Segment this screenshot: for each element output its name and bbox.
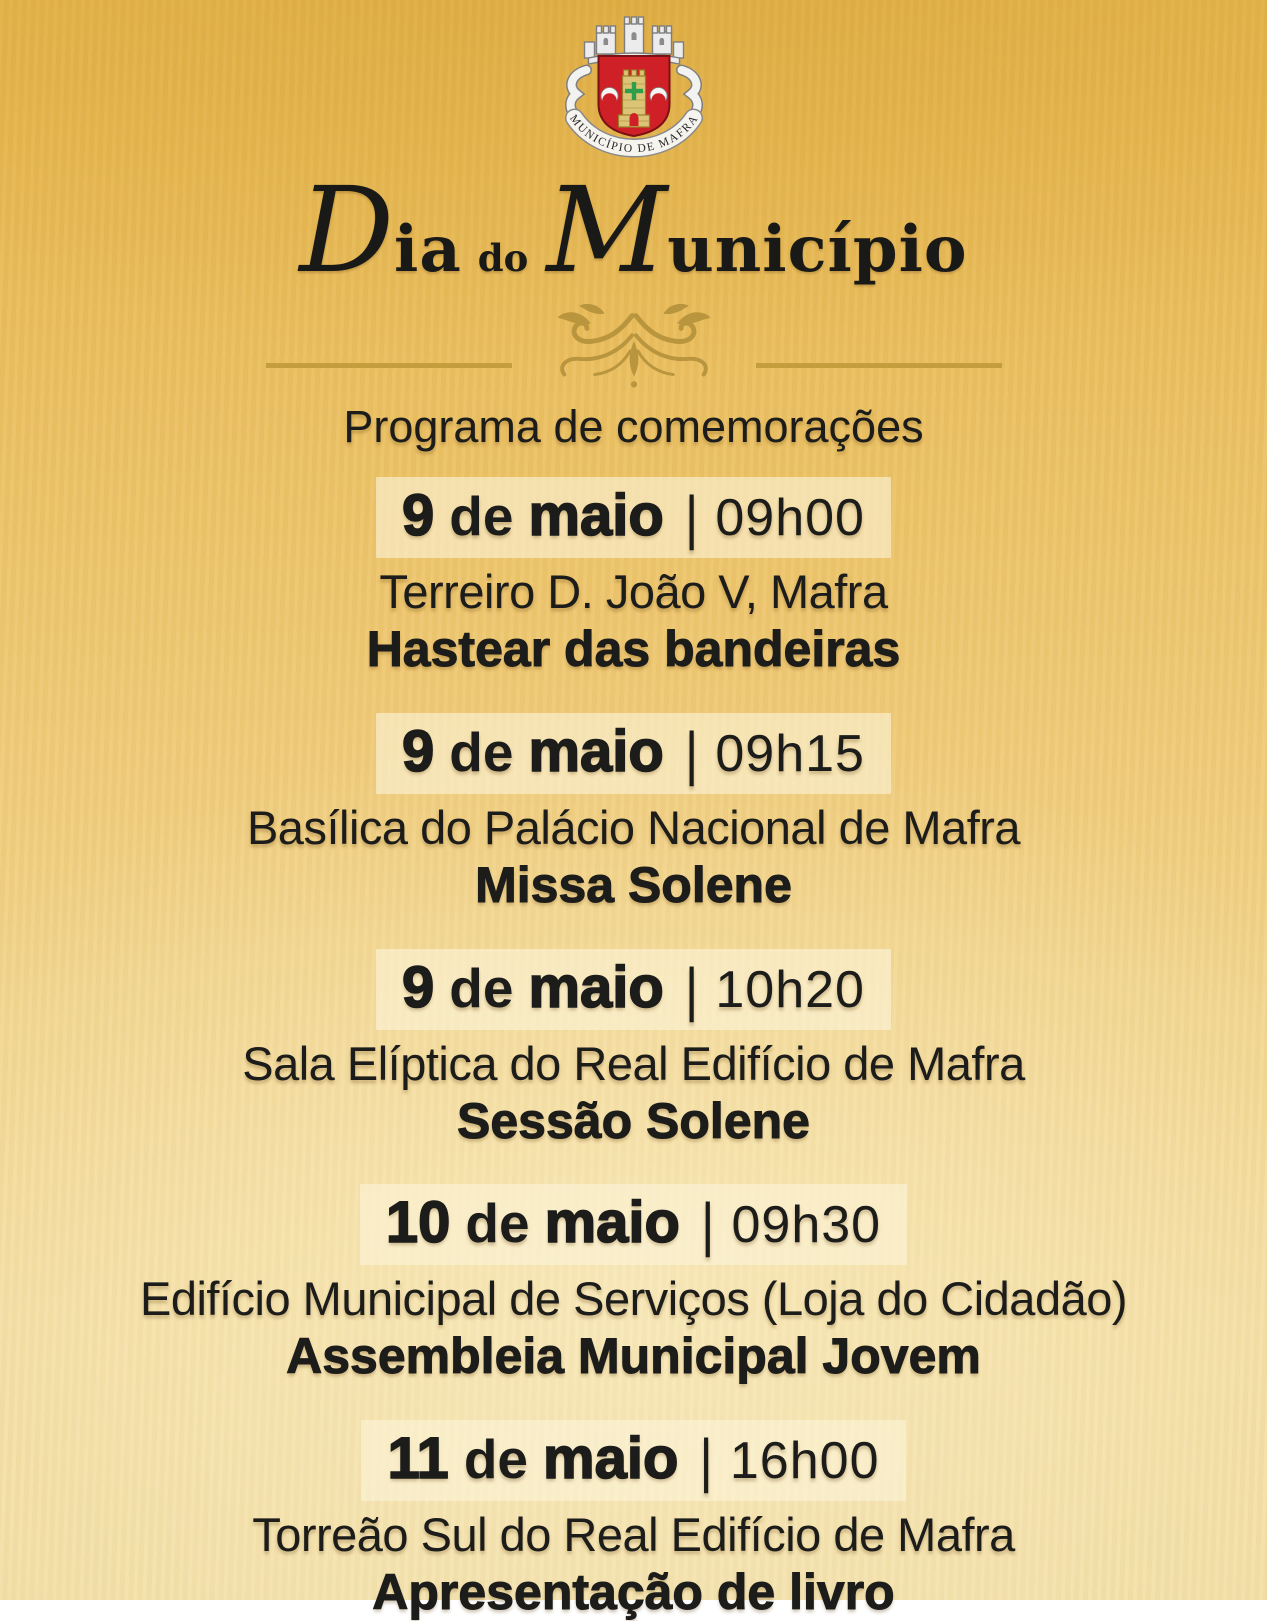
title-initial-d: D — [299, 161, 395, 299]
separator-bar: | — [700, 1191, 715, 1259]
event-time: 16h00 — [729, 1431, 880, 1490]
flourish-ornament-icon — [526, 301, 742, 397]
tower-door-icon — [629, 113, 638, 126]
page-title — [299, 161, 968, 299]
event-item — [367, 477, 901, 679]
event-location: Torreão Sul do Real Edifício de Mafra — [252, 1507, 1015, 1561]
municipal-coat-of-arms — [545, 12, 723, 164]
event-name: Assembleia Municipal Jovem — [286, 1328, 981, 1385]
event-time: 09h30 — [731, 1196, 882, 1255]
event-day: 9 — [402, 718, 435, 784]
event-day: 11 — [387, 1425, 449, 1491]
gold-rule-right — [756, 363, 1002, 368]
date-time-badge — [361, 1420, 905, 1501]
date-time-badge — [376, 949, 891, 1030]
event-connector: de — [465, 1192, 530, 1255]
event-item — [242, 949, 1025, 1151]
event-location: Terreiro D. João V, Mafra — [379, 565, 888, 619]
separator-bar: | — [699, 1427, 713, 1494]
event-connector: de — [463, 1427, 528, 1490]
separator-bar: | — [684, 956, 699, 1023]
separator-bar: | — [684, 485, 699, 552]
event-item — [140, 1184, 1127, 1386]
date-time-badge — [376, 713, 891, 794]
date-time-badge — [376, 477, 891, 558]
event-month: maio — [544, 1190, 680, 1256]
event-item — [247, 713, 1020, 915]
event-day: 9 — [402, 483, 435, 549]
event-location: Sala Elíptica do Real Edifício de Mafra — [242, 1036, 1025, 1090]
title-connector-do: do — [477, 236, 529, 280]
banner-text: MUNICÍPIO DE MAFRA — [566, 112, 701, 156]
event-time: 09h00 — [715, 489, 865, 548]
date-time-badge — [360, 1184, 907, 1265]
event-day: 9 — [402, 954, 435, 1020]
title-initial-m: M — [546, 161, 668, 299]
event-month: maio — [528, 483, 664, 549]
event-name: Sessão Solene — [457, 1092, 810, 1149]
event-month: maio — [528, 718, 664, 784]
event-time: 09h15 — [715, 724, 865, 783]
event-name: Missa Solene — [475, 857, 792, 914]
event-month: maio — [528, 954, 664, 1020]
event-item — [252, 1420, 1015, 1621]
event-day: 10 — [385, 1190, 451, 1256]
event-connector: de — [449, 485, 514, 548]
ornament-divider — [266, 301, 1002, 397]
event-connector: de — [449, 720, 514, 783]
event-location: Edifício Municipal de Serviços (Loja do Cidadão) — [139, 1272, 1128, 1326]
title-rest-ia: ia — [394, 212, 462, 287]
event-time: 10h20 — [715, 960, 865, 1019]
event-location: Basílica do Palácio Nacional de Mafra — [246, 800, 1021, 854]
gold-rule-left — [266, 363, 512, 368]
event-connector: de — [449, 956, 514, 1019]
event-name: Apresentação de livro — [372, 1563, 895, 1620]
event-month: maio — [543, 1425, 679, 1491]
coat-of-arms-icon — [545, 12, 723, 164]
separator-bar: | — [684, 720, 699, 788]
program-subtitle: Programa de comemorações — [343, 401, 924, 453]
title-rest-unicipio: unicípio — [667, 212, 968, 287]
events-list — [140, 477, 1127, 1621]
event-name: Hastear das bandeiras — [366, 621, 901, 678]
